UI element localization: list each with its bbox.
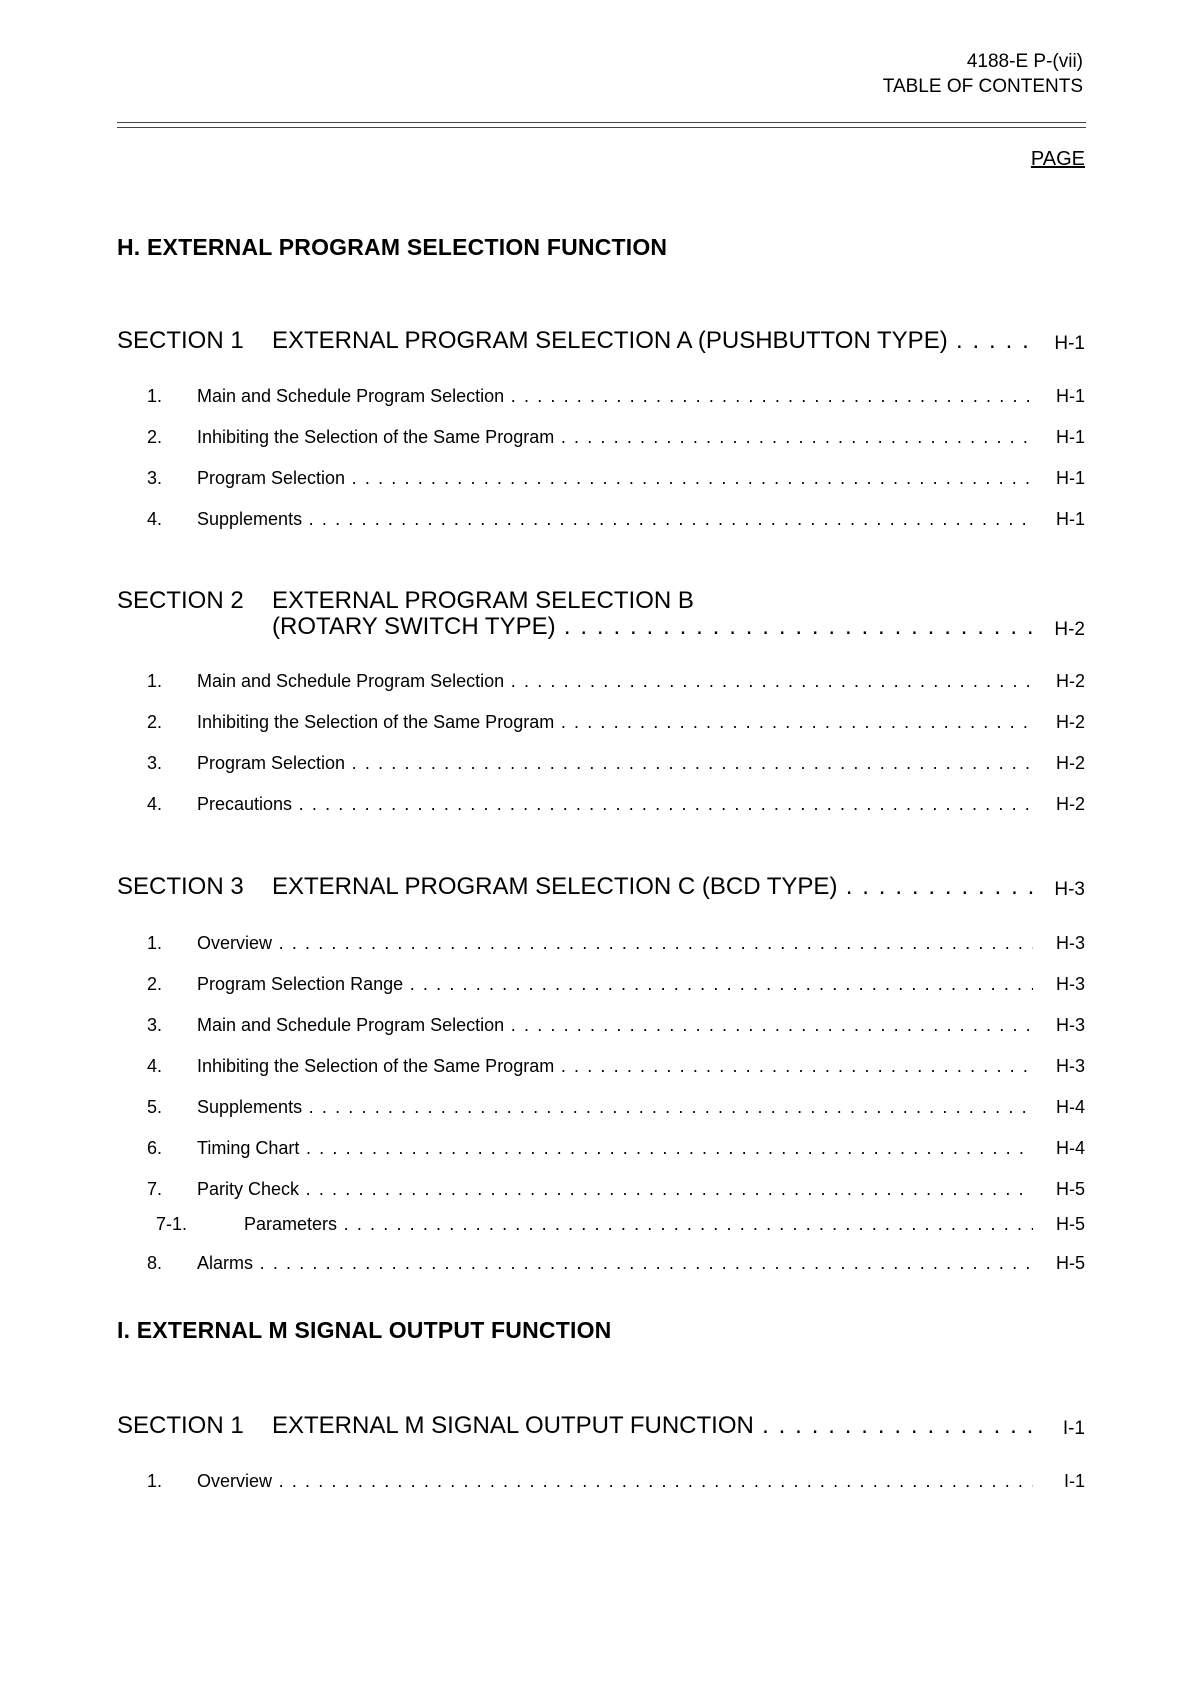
toc-title: TABLE OF CONTENTS bbox=[882, 76, 1083, 97]
entry-page-number: H-2 bbox=[1055, 712, 1085, 732]
entry-title: Program Selection Range . . . bbox=[197, 974, 1033, 995]
entry-number: 3. bbox=[147, 1015, 163, 1035]
entry-number: 4. bbox=[147, 794, 163, 814]
entry-number: 3. bbox=[147, 468, 163, 488]
part-heading-h: H. EXTERNAL PROGRAM SELECTION FUNCTION bbox=[117, 234, 668, 260]
entry-number: 3. bbox=[147, 753, 163, 773]
entry-title: Inhibiting the Selection of the Same Program . . . bbox=[197, 1056, 1033, 1077]
section-title: EXTERNAL M SIGNAL OUTPUT FUNCTION . . . bbox=[272, 1412, 1033, 1440]
entry-page-number: H-1 bbox=[1055, 509, 1085, 529]
entry-page-number: H-3 bbox=[1055, 1056, 1085, 1076]
entry-title: Parity Check . . . bbox=[197, 1179, 1033, 1200]
entry-number: 7-1. bbox=[156, 1214, 188, 1234]
entry-title: Parameters . . . bbox=[244, 1214, 1033, 1235]
entry-number: 8. bbox=[147, 1253, 163, 1273]
entry-page-number: H-5 bbox=[1055, 1253, 1085, 1273]
entry-title: Overview . . . bbox=[197, 933, 1033, 954]
entry-page-number: H-5 bbox=[1055, 1214, 1085, 1234]
entry-page-number: H-3 bbox=[1055, 974, 1085, 994]
entry-page-number: H-1 bbox=[1055, 468, 1085, 488]
page-column-label: PAGE bbox=[1030, 148, 1085, 170]
section-label: SECTION 2 bbox=[117, 587, 244, 614]
entry-page-number: H-1 bbox=[1055, 386, 1085, 406]
entry-number: 2. bbox=[147, 974, 163, 994]
entry-title: Precautions . . . bbox=[197, 794, 1033, 815]
entry-page-number: H-2 bbox=[1055, 794, 1085, 814]
entry-number: 7. bbox=[147, 1179, 163, 1199]
entry-title: Main and Schedule Program Selection . . . bbox=[197, 386, 1033, 407]
entry-number: 2. bbox=[147, 427, 163, 447]
document-code: 4188-E P-(vii) bbox=[966, 51, 1083, 72]
entry-number: 1. bbox=[147, 386, 163, 406]
entry-number: 1. bbox=[147, 1471, 163, 1491]
entry-page-number: H-2 bbox=[1055, 671, 1085, 691]
part-heading-i: I. EXTERNAL M SIGNAL OUTPUT FUNCTION bbox=[117, 1317, 612, 1343]
entry-page-number: I-1 bbox=[1063, 1471, 1085, 1491]
entry-title: Program Selection . . . bbox=[197, 753, 1033, 774]
entry-number: 4. bbox=[147, 1056, 163, 1076]
section-title: EXTERNAL PROGRAM SELECTION B bbox=[272, 587, 694, 614]
entry-title: Inhibiting the Selection of the Same Program . . . bbox=[197, 712, 1033, 733]
entry-title: Alarms . . . bbox=[197, 1253, 1033, 1274]
section-title: EXTERNAL PROGRAM SELECTION C (BCD TYPE) . . . bbox=[272, 873, 1033, 901]
section-page-number: H-2 bbox=[1054, 619, 1085, 640]
section-page-number: I-1 bbox=[1062, 1418, 1085, 1439]
entry-number: 6. bbox=[147, 1138, 163, 1158]
entry-page-number: H-4 bbox=[1055, 1097, 1085, 1117]
entry-number: 2. bbox=[147, 712, 163, 732]
section-page-number: H-1 bbox=[1054, 333, 1085, 354]
section-title: EXTERNAL PROGRAM SELECTION A (PUSHBUTTON TYPE) . . . bbox=[272, 327, 1033, 355]
entry-page-number: H-4 bbox=[1055, 1138, 1085, 1158]
entry-number: 1. bbox=[147, 933, 163, 953]
entry-title: Main and Schedule Program Selection . . . bbox=[197, 1015, 1033, 1036]
entry-page-number: H-3 bbox=[1055, 933, 1085, 953]
section-label: SECTION 1 bbox=[117, 327, 244, 354]
entry-page-number: H-2 bbox=[1055, 753, 1085, 773]
entry-title: Program Selection . . . bbox=[197, 468, 1033, 489]
entry-page-number: H-3 bbox=[1055, 1015, 1085, 1035]
entry-title: Timing Chart . . . bbox=[197, 1138, 1033, 1159]
entry-title: Supplements . . . bbox=[197, 1097, 1033, 1118]
entry-page-number: H-1 bbox=[1055, 427, 1085, 447]
entry-number: 5. bbox=[147, 1097, 163, 1117]
entry-title: Main and Schedule Program Selection . . . bbox=[197, 671, 1033, 692]
section-label: SECTION 3 bbox=[117, 873, 244, 900]
entry-page-number: H-5 bbox=[1055, 1179, 1085, 1199]
entry-title: Inhibiting the Selection of the Same Program . . . bbox=[197, 427, 1033, 448]
entry-number: 4. bbox=[147, 509, 163, 529]
section-page-number: H-3 bbox=[1054, 879, 1085, 900]
entry-title: Supplements . . . bbox=[197, 509, 1033, 530]
section-title-continued: (ROTARY SWITCH TYPE) . . . bbox=[272, 613, 1033, 641]
entry-title: Overview . . . bbox=[197, 1471, 1033, 1492]
entry-number: 1. bbox=[147, 671, 163, 691]
header-rule-bottom bbox=[117, 127, 1086, 128]
section-label: SECTION 1 bbox=[117, 1412, 244, 1439]
header-rule-top bbox=[117, 122, 1086, 123]
